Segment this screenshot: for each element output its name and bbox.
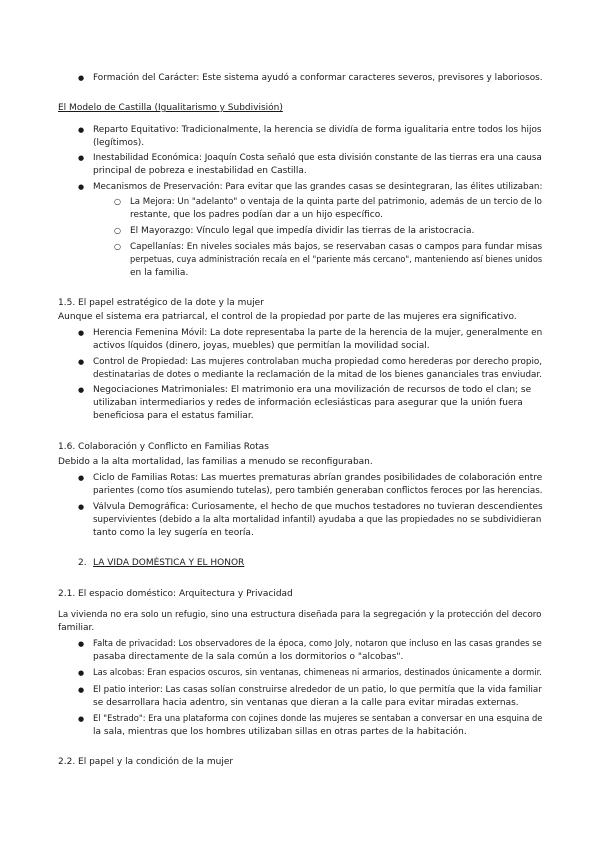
sub-bullet-circle: ○ (114, 226, 121, 235)
sub-bullet-circle: ○ (114, 242, 121, 251)
bullet-dot: ● (78, 715, 85, 723)
bullet-dot: ● (78, 358, 85, 366)
item-falta-privacidad: Falta de privacidad: Los observadores de la época, como Joly, notaron que incluso en las casas grandes se (93, 639, 542, 649)
item-herencia-femenina-cont: activos líquidos (dinero, joyas, muebles) que permitían la movilidad social. (93, 341, 430, 351)
item-estrado: El "Estrado": Era una plataforma con cojines donde las mujeres se sentaban a conversar en una esquina de (93, 714, 543, 724)
chapter-title: LA VIDA DOMÉSTICA Y EL HONOR (93, 558, 245, 568)
item-mecanismos: Mecanismos de Preservación: Para evitar que las grandes casas se desintegraran, las élites utilizaban: (93, 182, 543, 192)
subitem-mejora: La Mejora: Un "adelanto" o ventaja de la quinta parte del patrimonio, además de un tercio de lo (130, 197, 542, 207)
bullet-dot: ● (78, 669, 85, 677)
item-control-propiedad-cont: destinatarias de dotes o mediante la reclamación de la mitad de los bienes gananciales tras enviudar. (93, 370, 542, 380)
item-patio: El patio interior: Las casas solían construirse alrededor de un patio, lo que permitía que la vida familiar (93, 685, 542, 695)
bullet-dot: ● (78, 640, 85, 648)
item-inestabilidad-cont: principal de pobreza e inestabilidad en Castilla. (93, 166, 307, 176)
item-negociaciones: Negociaciones Matrimoniales: El matrimonio era una movilización de recursos de todo el clan; se (93, 385, 532, 395)
espacio-intro: La vivienda no era solo un refugio, sino una estructura diseñada para la segregación y la protección del decoro (58, 610, 542, 620)
bullet-dot: ● (78, 503, 85, 511)
item-alcobas: Las alcobas: Eran espacios oscuros, sin ventanas, chimeneas ni armarios, destinados únicamente a dormir. (93, 668, 542, 678)
item-ciclo-familias-cont: parientes (como tíos asumiendo tutelas), pero también generaban conflictos feroces por las herencias. (93, 486, 543, 496)
item-valvula-cont2: tanto como la ley sugería en teoría. (93, 528, 254, 538)
colaboracion-heading: 1.6. Colaboración y Conflicto en Familias Rotas (58, 442, 269, 452)
bullet-dot: ● (78, 474, 85, 482)
item-ciclo-familias: Ciclo de Familias Rotas: Las muertes prematuras abrían grandes posibilidades de colaboración entre (93, 473, 543, 483)
bullet-dot: ● (78, 386, 85, 394)
bullet-dot: ● (78, 329, 85, 337)
bullet-dot: ● (78, 154, 85, 162)
subitem-mayorazgo: El Mayorazgo: Vínculo legal que impedía dividir las tierras de la aristocracia. (130, 226, 475, 236)
subitem-capellanias-cont2: en la familia. (130, 268, 189, 278)
item-estrado-cont: la sala, mientras que los hombres utilizaban sillas en otras partes de la habitación. (93, 727, 467, 737)
item-patio-cont: se desarrollara hacia adentro, sin ventanas que dieran a la calle para evitar miradas externas. (93, 698, 519, 708)
espacio-intro-cont: familiar. (58, 623, 95, 633)
sub-bullet-circle: ○ (114, 197, 121, 206)
dote-heading: 1.5. El papel estratégico de la dote y la mujer (58, 298, 264, 308)
castilla-heading: El Modelo de Castilla (Igualitarismo y Subdivisión) (58, 103, 283, 113)
item-reparto: Reparto Equitativo: Tradicionalmente, la herencia se dividía de forma igualitaria entre todos los hijos (93, 125, 542, 135)
item-valvula-cont: supervivientes (debido a la alta mortalidad infantil) ayudaba a que las propiedades no se subdividieran (93, 515, 542, 525)
item-valvula: Válvula Demográfica: Curiosamente, el hecho de que muchos testadores no tuvieran descendientes (93, 502, 543, 512)
colaboracion-intro: Debido a la alta mortalidad, las familias a menudo se reconfiguraban. (58, 457, 373, 467)
item-negociaciones-cont: utilizaban intermediarios y redes de información eclesiásticas para asegurar que la unión fuera (93, 398, 523, 408)
subitem-capellanias: Capellanías: En niveles sociales más bajos, se reservaban casas o campos para fundar misas (130, 242, 543, 252)
mujer-heading: 2.2. El papel y la condición de la mujer (58, 757, 234, 767)
dote-intro: Aunque el sistema era patriarcal, el control de la propiedad por parte de las mujeres era significativo. (58, 312, 517, 322)
bullet-formacion: Formación del Carácter: Este sistema ayudó a conformar caracteres severos, previsores y laboriosos. (93, 73, 543, 83)
chapter-number: 2. (78, 558, 87, 568)
subitem-capellanias-cont: perpetuas, cuya administración recaía en el "pariente más cercano", manteniendo así bienes unidos (130, 255, 543, 265)
item-reparto-cont: (legítimos). (93, 138, 145, 148)
bullet-dot: ● (78, 74, 85, 82)
subitem-mejora-cont: restante, que los padres podían dar a un hijo específico. (130, 210, 383, 220)
bullet-dot: ● (78, 126, 85, 134)
item-herencia-femenina: Herencia Femenina Móvil: La dote representaba la parte de la herencia de la mujer, generalmente en (93, 328, 543, 338)
item-falta-privacidad-cont: pasaba directamente de la sala común a los dormitorios o "alcobas". (93, 652, 404, 662)
espacio-heading: 2.1. El espacio doméstico: Arquitectura y Privacidad (58, 589, 293, 599)
item-control-propiedad: Control de Propiedad: Las mujeres controlaban mucha propiedad como herederas por derecho propio, (93, 357, 543, 367)
bullet-dot: ● (78, 183, 85, 191)
item-negociaciones-cont2: beneficiosa para el estatus familiar. (93, 411, 254, 421)
bullet-dot: ● (78, 686, 85, 694)
item-inestabilidad: Inestabilidad Económica: Joaquín Costa señaló que esta división constante de las tierras era una causa (93, 153, 542, 163)
